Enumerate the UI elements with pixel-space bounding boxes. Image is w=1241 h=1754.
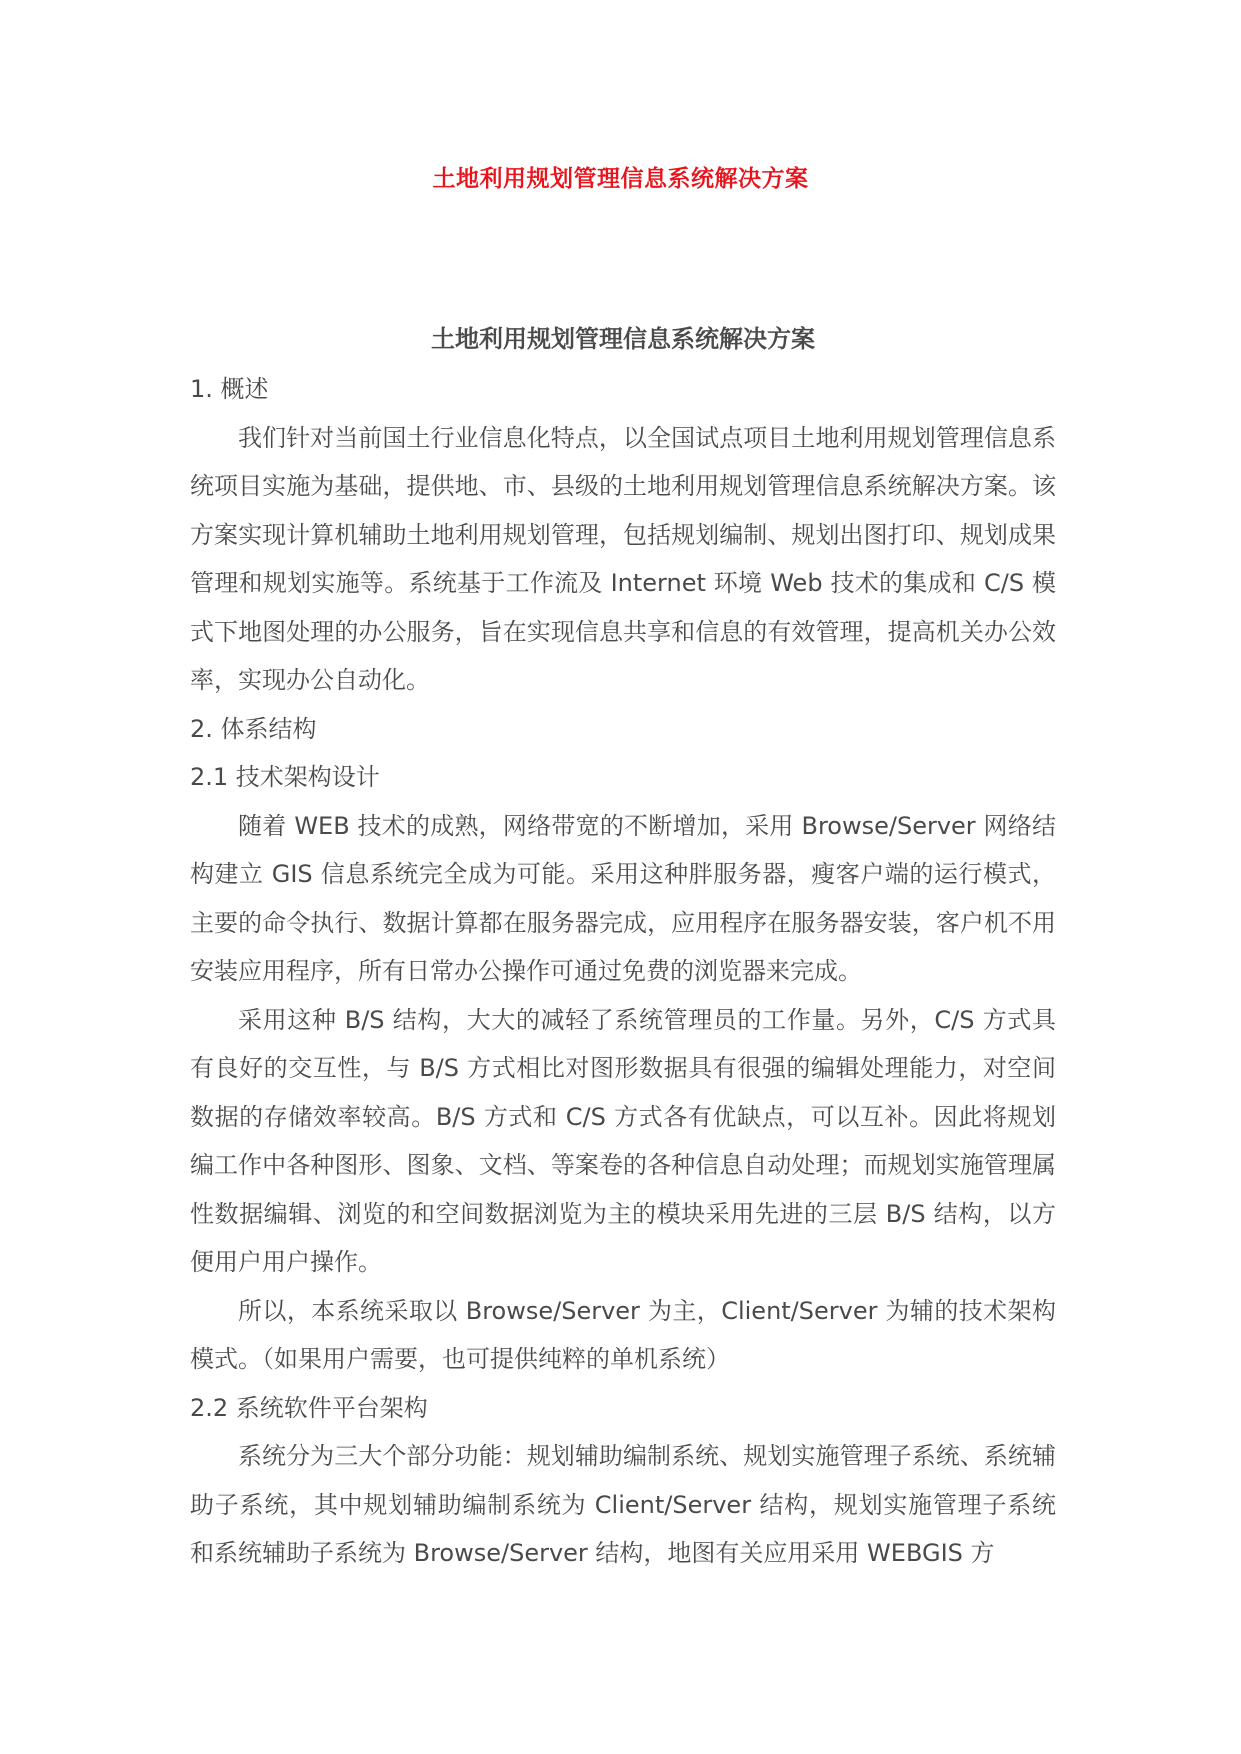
document-body [190,315,1056,1578]
red-header-title: 土地利用规划管理信息系统解决方案 [432,165,809,192]
section-2-heading: 2. 体系结构 [190,714,317,743]
section-1-paragraph: 我们针对当前国土行业信息化特点，以全国试点项目土地利用规划管理信息系统项目实施为基础，提供地、市、县级的土地利用规划管理信息系统解决方案。该方案实现计算机辅助土地利用规划管理，包括规划编制、规划出图打印、规划成果管理和规划实施等。系统基于工作流及 Internet 环境 Web 技术的集成和 C/S 模式下地图处理的办公服务，旨在实现信息共享和信息的有效管理，提高机关办公效率，实现办公自动化。 [190,423,1056,694]
section-2-1-paragraph-1: 随着 WEB 技术的成熟，网络带宽的不断增加，采用 Browse/Server 网络结构建立 GIS 信息系统完全成为可能。采用这种胖服务器，瘦客户端的运行模式，主要的命令执行、数据计算都在服务器完成，应用程序在服务器安装，客户机不用安装应用程序，所有日常办公操作可通过免费的浏览器来完成。 [190,811,1056,985]
section-2-2-heading: 2.2 系统软件平台架构 [190,1393,428,1422]
section-1-heading: 1. 概述 [190,375,269,403]
section-2-2-paragraph-1: 系统分为三大个部分功能：规划辅助编制系统、规划实施管理子系统、系统辅助子系统，其中规划辅助编制系统为 Client/Server 结构，规划实施管理子系统和系统辅助子系统为 Browse/Server 结构，地图有关应用采用 WEBGIS 方 [190,1442,1056,1567]
section-2-1-heading: 2.1 技术架构设计 [190,763,380,791]
document-title: 土地利用规划管理信息系统解决方案 [431,325,815,353]
section-2-1-paragraph-2: 采用这种 B/S 结构，大大的减轻了系统管理员的工作量。另外，C/S 方式具有良好的交互性，与 B/S 方式相比对图形数据具有很强的编辑处理能力，对空间数据的存储效率较高。B/S 方式和 C/S 方式各有优缺点，可以互补。因此将规划编工作中各种图形、图象、文档、等案卷的各种信息自动处理；而规划实施管理属性数据编辑、浏览的和空间数据浏览为主的模块采用先进的三层 B/S 结构，以方便用户用户操作。 [190,1005,1056,1276]
section-2-1-paragraph-3: 所以，本系统采取以 Browse/Server 为主，Client/Server 为辅的技术架构模式。（如果用户需要，也可提供纯粹的单机系统） [190,1296,1056,1373]
